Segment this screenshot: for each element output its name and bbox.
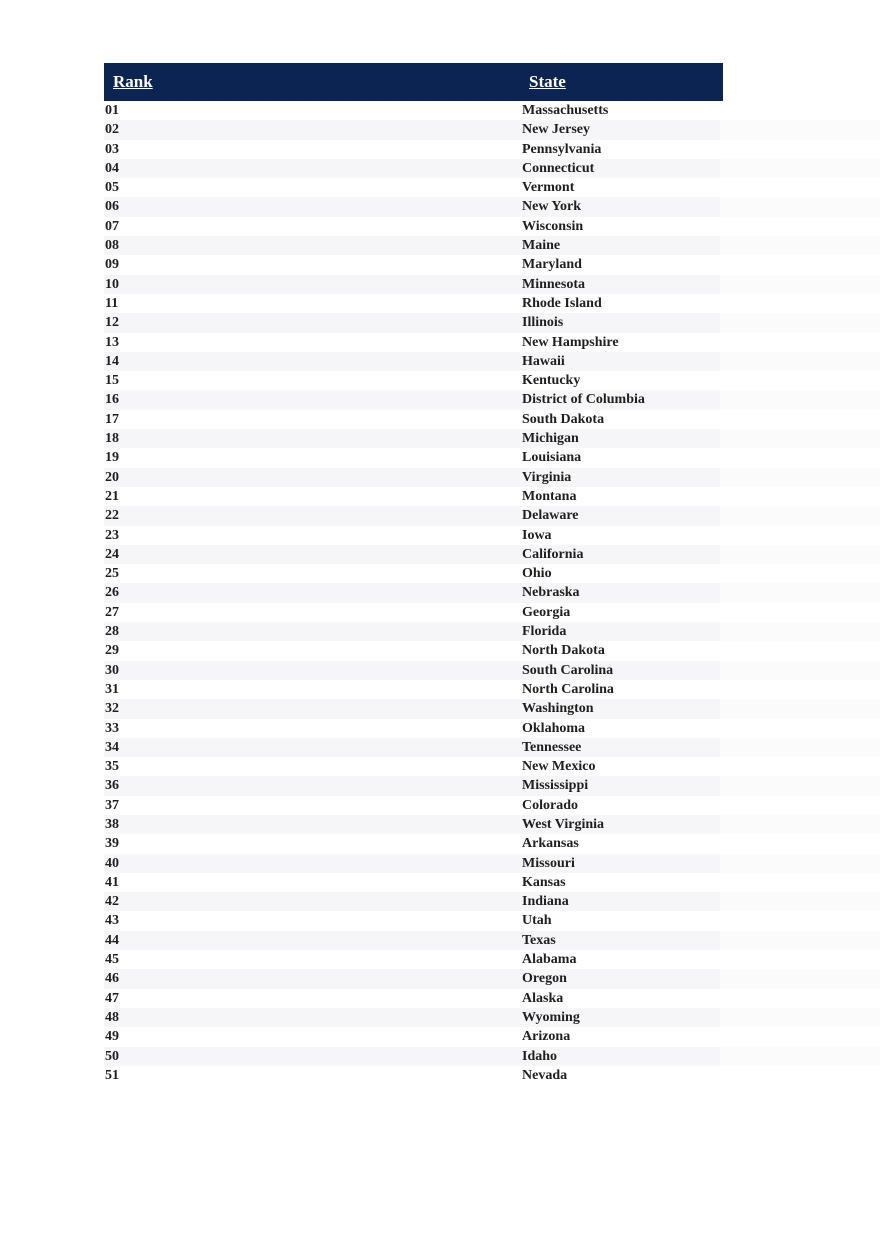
rank-cell: 19 (105, 450, 119, 466)
rank-cell: 51 (105, 1067, 119, 1083)
table-row (0, 583, 880, 602)
rank-cell: 10 (105, 276, 119, 292)
rank-cell: 25 (105, 566, 119, 582)
table-row (0, 738, 880, 757)
table-row (0, 545, 880, 564)
rank-cell: 26 (105, 585, 119, 601)
rank-cell: 02 (105, 122, 119, 138)
rank-cell: 45 (105, 952, 119, 968)
table-row (0, 622, 880, 641)
rank-cell: 01 (105, 103, 119, 118)
state-cell: North Dakota (522, 643, 605, 659)
rank-cell: 47 (105, 990, 119, 1006)
table-row (0, 834, 880, 853)
state-cell: Tennessee (522, 739, 582, 755)
table-row (0, 140, 880, 159)
table-row (0, 275, 880, 294)
rank-cell: 27 (105, 604, 119, 620)
state-cell: California (522, 546, 584, 562)
table-row (0, 931, 880, 950)
state-cell: Hawaii (522, 353, 565, 369)
state-cell: Rhode Island (522, 295, 602, 311)
rank-cell: 09 (105, 257, 119, 273)
rank-cell: 30 (105, 662, 119, 678)
rank-cell: 44 (105, 932, 119, 948)
rank-cell: 49 (105, 1029, 119, 1045)
table-row (0, 236, 880, 255)
state-cell: Florida (522, 624, 567, 640)
state-cell: Kansas (522, 874, 566, 890)
state-cell: New Mexico (522, 759, 596, 775)
rank-cell: 32 (105, 701, 119, 717)
table-row (0, 371, 880, 390)
table-row (0, 757, 880, 776)
rank-cell: 39 (105, 836, 119, 852)
rank-cell: 11 (105, 295, 119, 311)
state-cell: Illinois (522, 315, 564, 331)
rank-cell: 42 (105, 894, 119, 910)
state-cell: Missouri (522, 855, 575, 871)
table-row (0, 159, 880, 178)
state-cell: Ohio (522, 566, 552, 582)
table-row (0, 680, 880, 699)
rank-cell: 04 (105, 160, 119, 176)
rank-cell: 07 (105, 218, 119, 234)
table-row (0, 313, 880, 332)
state-cell: New York (522, 199, 581, 215)
rank-cell: 41 (105, 874, 119, 890)
rank-cell: 50 (105, 1048, 119, 1064)
rank-cell: 18 (105, 431, 119, 447)
table-row (0, 815, 880, 834)
rank-cell: 48 (105, 1009, 119, 1025)
state-cell: Mississippi (522, 778, 589, 794)
rank-cell: 29 (105, 643, 119, 659)
state-cell: New Jersey (522, 122, 591, 138)
table-row (0, 294, 880, 313)
table-row (0, 429, 880, 448)
table-row (0, 333, 880, 352)
table-row (0, 410, 880, 429)
rank-cell: 38 (105, 816, 119, 832)
rank-cell: 22 (105, 508, 119, 524)
rank-cell: 13 (105, 334, 119, 350)
state-cell: Maine (522, 238, 561, 254)
table-row (0, 178, 880, 197)
table-row (0, 854, 880, 873)
table-row (0, 641, 880, 660)
state-cell: Vermont (522, 180, 575, 196)
rank-cell: 06 (105, 199, 119, 215)
state-cell: Louisiana (522, 450, 582, 466)
state-cell: Colorado (522, 797, 578, 813)
rank-cell: 37 (105, 797, 119, 813)
table-row (0, 1047, 880, 1066)
table-row (0, 564, 880, 583)
rank-cell: 12 (105, 315, 119, 331)
rank-cell: 23 (105, 527, 119, 543)
rank-cell: 33 (105, 720, 119, 736)
table-row (0, 873, 880, 892)
table-row (0, 506, 880, 525)
table-row (0, 1008, 880, 1027)
table-row (0, 603, 880, 622)
table-header (104, 63, 723, 101)
state-cell: Pennsylvania (522, 141, 602, 157)
table-row (0, 661, 880, 680)
table-body (0, 101, 880, 1085)
rank-cell: 05 (105, 180, 119, 196)
rank-cell: 08 (105, 238, 119, 254)
table-row (0, 1027, 880, 1046)
table-row (0, 892, 880, 911)
state-cell: Delaware (522, 508, 579, 524)
rank-cell: 16 (105, 392, 119, 408)
state-cell: New Hampshire (522, 334, 619, 350)
state-cell: Indiana (522, 894, 569, 910)
state-cell: Montana (522, 488, 577, 504)
table-row (0, 390, 880, 409)
rank-cell: 34 (105, 739, 119, 755)
state-cell: Washington (522, 701, 594, 717)
table-row (0, 255, 880, 274)
state-cell: Minnesota (522, 276, 585, 292)
rank-cell: 20 (105, 469, 119, 485)
table-row (0, 911, 880, 930)
rank-cell: 43 (105, 913, 119, 929)
state-cell: Virginia (522, 469, 572, 485)
table-row (0, 352, 880, 371)
rank-cell: 46 (105, 971, 119, 987)
rank-cell: 24 (105, 546, 119, 562)
state-cell: Georgia (522, 604, 571, 620)
table-row (0, 719, 880, 738)
rank-cell: 03 (105, 141, 119, 157)
state-cell: Massachusetts (522, 103, 609, 118)
rank-cell: 40 (105, 855, 119, 871)
state-cell: Michigan (522, 431, 579, 447)
state-column-header[interactable]: State (529, 72, 566, 91)
state-cell: Oklahoma (522, 720, 586, 736)
state-cell: Arizona (522, 1029, 571, 1045)
state-cell: Texas (522, 932, 556, 948)
state-cell: West Virginia (522, 816, 605, 832)
table-row (0, 487, 880, 506)
state-cell: Utah (522, 913, 552, 929)
table-row (0, 989, 880, 1008)
table-row (0, 217, 880, 236)
state-cell: Connecticut (522, 160, 595, 176)
rank-cell: 36 (105, 778, 119, 794)
state-cell: South Carolina (522, 662, 614, 678)
table-row (0, 120, 880, 139)
table-row (0, 101, 880, 120)
table-row (0, 448, 880, 467)
state-cell: Maryland (522, 257, 582, 273)
table-row (0, 197, 880, 216)
rank-cell: 35 (105, 759, 119, 775)
state-cell: Wyoming (522, 1009, 580, 1025)
table-row (0, 1066, 880, 1085)
table-row (0, 699, 880, 718)
state-cell: Nevada (522, 1067, 568, 1083)
table-row (0, 796, 880, 815)
state-cell: Alaska (522, 990, 564, 1006)
state-cell: Arkansas (522, 836, 579, 852)
rank-column-header[interactable]: Rank (113, 72, 153, 91)
table-row (0, 776, 880, 795)
state-cell: Alabama (522, 952, 577, 968)
state-cell: Nebraska (522, 585, 580, 601)
state-cell: Wisconsin (522, 218, 584, 234)
table-row (0, 468, 880, 487)
state-cell: Idaho (522, 1048, 558, 1064)
table-row (0, 526, 880, 545)
state-cell: South Dakota (522, 411, 605, 427)
state-cell: District of Columbia (522, 392, 645, 408)
rank-cell: 15 (105, 373, 119, 389)
rank-cell: 21 (105, 488, 119, 504)
rank-cell: 28 (105, 624, 119, 640)
table-row (0, 969, 880, 988)
rank-cell: 17 (105, 411, 119, 427)
state-cell: Kentucky (522, 373, 581, 389)
state-cell: Iowa (522, 527, 552, 543)
state-cell: Oregon (522, 971, 567, 987)
table-row (0, 950, 880, 969)
state-cell: North Carolina (522, 681, 614, 697)
rank-cell: 14 (105, 353, 119, 369)
rank-cell: 31 (105, 681, 119, 697)
